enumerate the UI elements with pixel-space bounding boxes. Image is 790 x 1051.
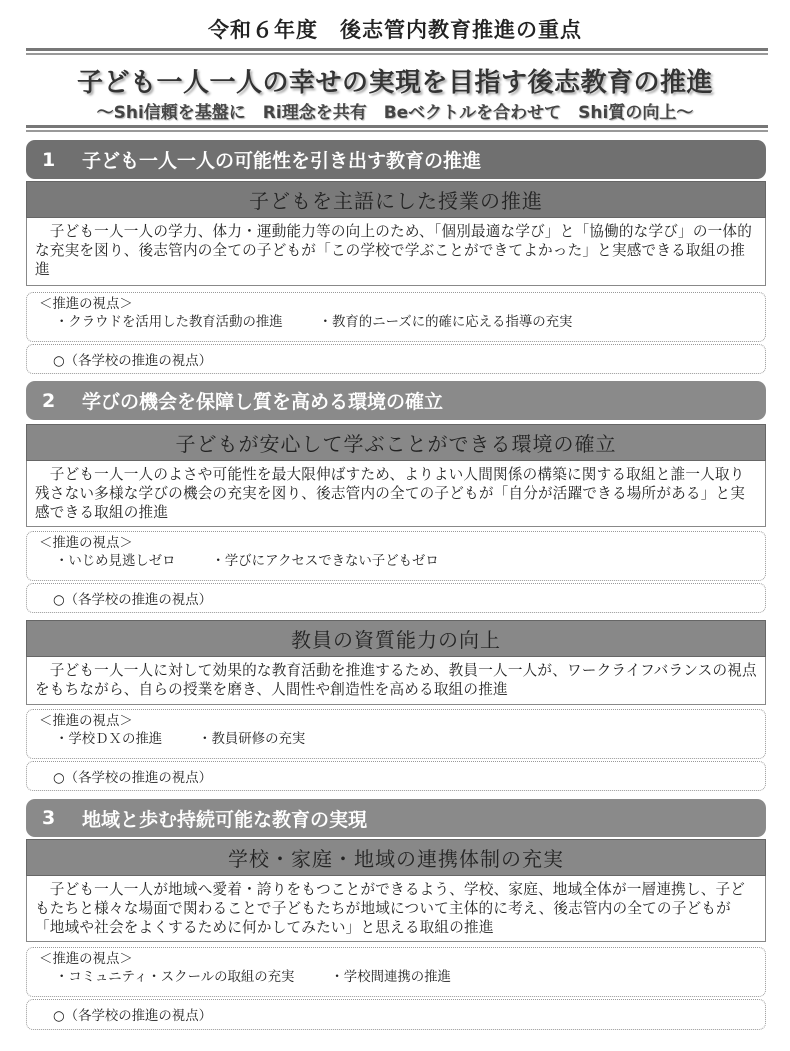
viewpoint-label: ＜推進の視点＞	[39, 297, 133, 312]
panel-header: 教員の資質能力の向上	[26, 620, 766, 657]
viewpoint-box	[26, 292, 766, 342]
title-divider-bottom	[26, 125, 768, 132]
viewpoint-item: ・教育的ニーズに的確に応える指導の充実	[318, 315, 573, 330]
viewpoint-label: ＜推進の視点＞	[39, 536, 133, 551]
viewpoint-box	[26, 709, 766, 759]
panel-header: 子どもが安心して学ぶことができる環境の確立	[26, 424, 766, 461]
section-title: 地域と歩む持続可能な教育の実現	[82, 808, 368, 831]
school-viewpoint-box: ○（各学校の推進の視点）	[26, 761, 766, 791]
viewpoint-item: ・学びにアクセスできない子どもゼロ	[211, 554, 439, 569]
panel-header: 学校・家庭・地域の連携体制の充実	[26, 839, 766, 876]
viewpoint-box	[26, 947, 766, 997]
viewpoint-item: ・学校ＤＸの推進	[55, 732, 163, 747]
viewpoint-label: ＜推進の視点＞	[39, 714, 133, 729]
main-title: 子ども一人一人の幸せの実現を目指す後志教育の推進	[76, 68, 713, 98]
panel-body: 子ども一人一人に対して効果的な教育活動を推進するため、教員一人一人が、ワークライフバランスの視点をもちながら、自らの授業を磨き、人間性や創造性を高める取組の推進	[26, 657, 766, 705]
title-divider-top	[26, 48, 768, 55]
viewpoint-item: ・学校間連携の推進	[330, 970, 451, 985]
section-number: 2	[42, 389, 56, 412]
section-number: 1	[42, 148, 56, 171]
section-header-1	[26, 140, 766, 179]
section-number: 3	[42, 807, 56, 829]
section-title: 学びの機会を保障し質を高める環境の確立	[82, 391, 444, 413]
viewpoint-item: ・クラウドを活用した教育活動の推進	[55, 315, 283, 330]
section-title: 子ども一人一人の可能性を引き出す教育の推進	[82, 150, 482, 172]
document-title: 令和６年度 後志管内教育推進の重点	[208, 18, 582, 42]
panel-body: 子ども一人一人が地域へ愛着・誇りをもつことができるよう、学校、家庭、地域全体が一層連携し、子どもたちと様々な場面で関わることで子どもたちが地域について主体的に考え、後志管内の全ての子どもが「地域や社会をよくするために何かしてみたい」と思える取組の推進	[26, 876, 766, 942]
viewpoint-item: ・教員研修の充実	[198, 732, 306, 747]
panel-body: 子ども一人一人の学力、体力・運動能力等の向上のため、「個別最適な学び」と「協働的な学び」の一体的な充実を図り、後志管内の全ての子どもが「この学校で学ぶことができてよかった」と実感できる取組の推進	[26, 218, 766, 286]
viewpoint-item: ・コミュニティ・スクールの取組の充実	[55, 970, 295, 985]
section-header-2	[26, 381, 766, 420]
panel-header: 子どもを主語にした授業の推進	[26, 181, 766, 218]
school-viewpoint-box: ○（各学校の推進の視点）	[26, 583, 766, 613]
viewpoint-item: ・いじめ見逃しゼロ	[55, 554, 176, 569]
viewpoint-box	[26, 531, 766, 581]
subtitle-slogan: ～Shi信頼を基盤に Ri理念を共有 Beベクトルを合わせて Shi質の向上～	[96, 103, 694, 123]
school-viewpoint-box: ○（各学校の推進の視点）	[26, 344, 766, 374]
school-viewpoint-box: ○（各学校の推進の視点）	[26, 999, 766, 1030]
panel-body: 子ども一人一人のよさや可能性を最大限伸ばすため、よりよい人間関係の構築に関する取組と誰一人取り残さない多様な学びの機会の充実を図り、後志管内の全ての子どもが「自分が活躍できる場所がある」と実感できる取組の推進	[26, 461, 766, 527]
section-header-3	[26, 799, 766, 837]
viewpoint-label: ＜推進の視点＞	[39, 952, 133, 967]
